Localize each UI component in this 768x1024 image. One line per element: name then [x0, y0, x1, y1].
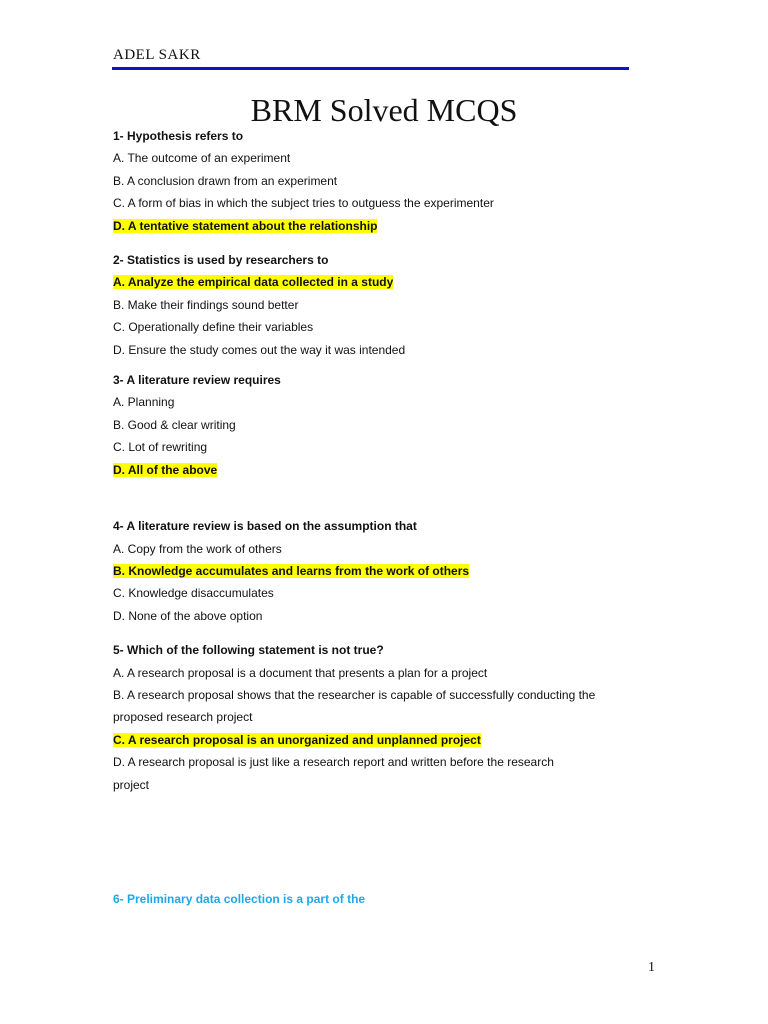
- question-1: [113, 125, 633, 237]
- answer-highlight: C. A research proposal is an unorganized and unplanned project: [113, 732, 481, 747]
- answer-highlight: D. A tentative statement about the relationship: [113, 218, 378, 233]
- option-b: B. A conclusion drawn from an experiment: [113, 173, 338, 188]
- option-b: B. Good & clear writing: [113, 417, 236, 432]
- option-d: D. None of the above option: [113, 608, 263, 623]
- option-b-answer: [113, 560, 633, 582]
- option-a-answer: [113, 271, 633, 293]
- question-4: [113, 515, 633, 627]
- question-text: 2- Statistics is used by researchers to: [113, 253, 329, 268]
- option-a: A. A research proposal is a document that presents a plan for a project: [113, 665, 488, 680]
- page-number: 1: [648, 960, 655, 975]
- option-c: C. A form of bias in which the subject tries to outguess the experimenter: [113, 196, 494, 211]
- question-text: 5- Which of the following statement is not true?: [113, 643, 384, 658]
- option-c: C. Lot of rewriting: [113, 440, 208, 455]
- option-a: A. Planning: [113, 395, 175, 410]
- answer-highlight: D. All of the above: [113, 462, 218, 477]
- option-d: D. A research proposal is just like a research report and written before the research project: [113, 755, 554, 792]
- header-rule: [112, 67, 629, 70]
- question-6: [113, 888, 633, 910]
- option-c: C. Operationally define their variables: [113, 320, 314, 335]
- question-5: [113, 639, 633, 796]
- option-a: A. The outcome of an experiment: [113, 151, 291, 166]
- option-d-answer: [113, 459, 633, 481]
- option-b: B. Make their findings sound better: [113, 297, 299, 312]
- question-text: 3- A literature review requires: [113, 373, 281, 388]
- question-text: 1- Hypothesis refers to: [113, 129, 244, 143]
- option-c: C. Knowledge disaccumulates: [113, 586, 274, 601]
- answer-highlight: B. Knowledge accumulates and learns from the work of others: [113, 563, 470, 578]
- answer-highlight: A. Analyze the empirical data collected in a study: [113, 275, 394, 290]
- option-c-answer: [113, 729, 633, 751]
- option-a: A. Copy from the work of others: [113, 541, 282, 556]
- header-author: ADEL SAKR: [113, 47, 201, 63]
- questions-list: [113, 125, 633, 910]
- question-text-pending: 6- Preliminary data collection is a part of the: [113, 891, 366, 906]
- page-title: BRM Solved MCQS: [250, 92, 518, 128]
- question-2: [113, 249, 633, 361]
- question-text: 4- A literature review is based on the assumption that: [113, 519, 417, 534]
- option-d-answer: [113, 215, 633, 237]
- option-b: B. A research proposal shows that the researcher is capable of successfully conducting the proposed research project: [113, 687, 596, 725]
- question-3: [113, 369, 633, 481]
- option-d: D. Ensure the study comes out the way it was intended: [113, 342, 406, 357]
